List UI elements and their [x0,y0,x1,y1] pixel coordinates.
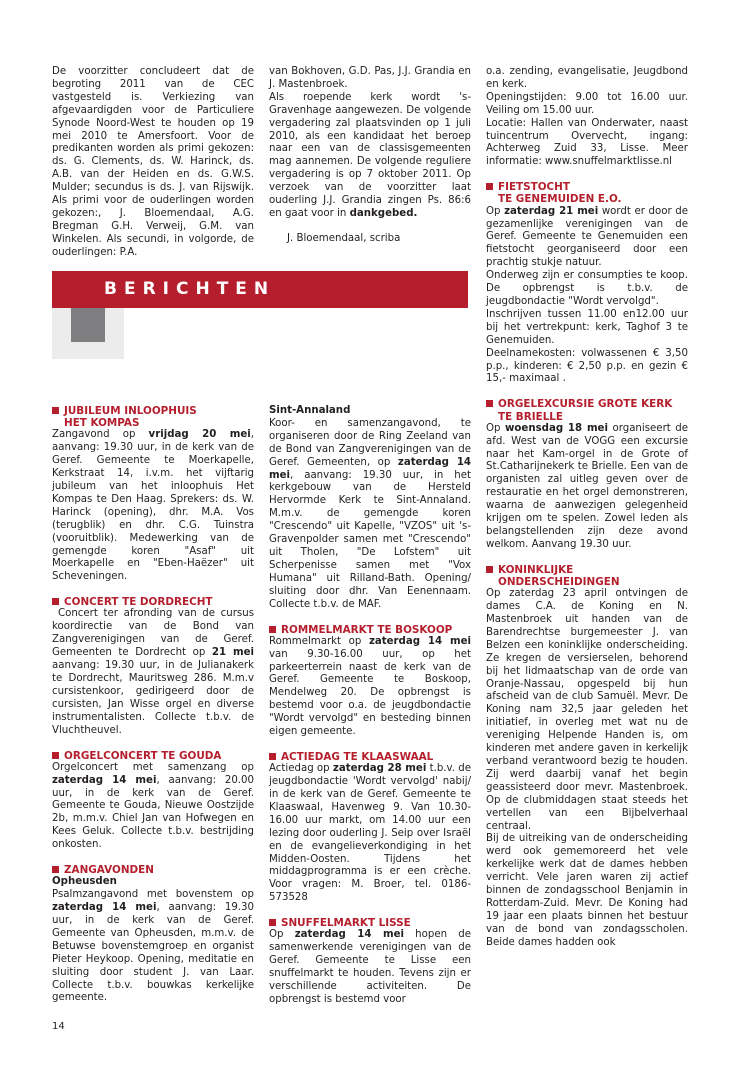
snuffelmarkt-text: Op zaterdag 14 mei hopen de samenwerkende verenigingen van de Geref. Gemeente te Lisse een snuffelmarkt te houden. Tevens zijn er verschillende activiteiten. De opbrengst is bestemd voor [269,929,471,1005]
bullet-square-icon [52,752,59,759]
heading-snuffelmarkt: SNUFFELMARKT LISSE [269,917,471,929]
koninklijke-text-2: Bij de uitreiking van de onderscheiding werd ook gememoreerd het vele kerkelijke werk dat de dames hebben verricht. Vele jaren waren zij actief binnen de zondagsschool Benjamin in Rotterdam-Zuid. Mevr. De Koning had 19 jaar een plaats binnen het bestuur van de bond van zondagsscholen. Beide dames hadden ook [486,833,688,948]
bullet-square-icon [269,626,276,633]
fietstocht-text: Op zaterdag 21 mei wordt er door de gezamenlijke verenigingen van de Geref. Gemeente te Genemuiden een fietstocht georganiseerd door een prachtig stukje natuur. [486,205,689,269]
jubileum-text: Zangavond op vrijdag 20 mei, aanvang: 19.30 uur, in de kerk van de Geref. Gemeente te Moerkapelle, Kerkstraat 14, i.v.m. het vijftarig jubileum van het inloophuis Het Kompas te Den Haag. Sprekers: ds. W. Harinck (opening), dhr. M.A. Vos (terugblik) en dhr. C.G. Tuinstra (vooruitblik). Medewerking van de gemengde koren "Asaf" uit Moerkapelle en "Eben-Haëzer" uit Scheveningen. [52,429,254,583]
heading-orgelconcert: ORGELCONCERT TE GOUDA [52,750,254,762]
heading-concert: CONCERT TE DORDRECHT [52,596,254,608]
actiedag-text: Actiedag op zaterdag 28 mei t.b.v. de jeugdbondactie 'Wordt vervolgd' nabij/ in de kerk van de Geref. Gemeente te Klaaswaal, Havenweg 9. Van 10.30-16.00 uur markt, om 14.00 uur een lezing door ouderling J. Seip over Israël en de evangelieverkondiging in het Midden-Oosten. Tijdens het middagprogramma is er een crèche. Voor vragen: M. Broer, tel. 0186-573528 [269,763,472,904]
bullet-square-icon [52,598,59,605]
fietstocht-text-4: Deelnamekosten: volwassenen € 3,50 p.p., kinderen: € 2,50 p.p. en gezin € 15,- maximaal . [486,347,688,385]
snuffelmarkt-continued-2: Openingstijden: 9.00 tot 16.00 uur. Veiling om 15.00 uur. [486,91,688,116]
bullet-square-icon [52,407,59,414]
heading-zangavonden: ZANGAVONDEN [52,864,254,876]
minutes-continued: van Bokhoven, G.D. Pas, J.J. Grandia en J. Mastenbroek. [269,66,471,90]
signature: J. Bloemendaal, scriba [287,232,401,244]
heading-rommelmarkt: ROMMELMARKT TE BOSKOOP [269,624,471,636]
orgelexcursie-text: Op woensdag 18 mei organiseert de afd. West van de VOGG een excursie naar het Kam-orgel in de Grote of St.Catharijnekerk te Brielle. Een van de organisten zal uitleg geven over de restauratie en het orgel demonstreren, waarna de aanwezigen gelegenheid krijgen om te spelen. Zowel leden als belangstellenden zijn deze avond welkom. Aanvang 19.30 uur. [486,422,689,550]
heading-orgelexcursie: ORGELEXCURSIE GROTE KERK TE BRIELLE [486,398,688,422]
snuffelmarkt-continued-3: Locatie: Hallen van Onderwater, naast tuincentrum Overvecht, ingang: Achterweg Zuid 33, Lisse. Meer informatie: www.snuffelmarktlisse.nl [486,117,688,168]
zangavonden-subtitle: Opheusden [52,876,117,888]
page-number: 14 [52,1021,65,1032]
bullet-square-icon [269,919,276,926]
column-2 [269,405,471,1007]
bullet-square-icon [486,566,493,573]
bullet-square-icon [52,866,59,873]
zangavonden-text: Psalmzangavond met bovenstem op zaterdag 14 mei, aanvang: 19.30 uur, in de kerk van de Geref. Gemeente van Opheusden, m.m.v. de Betuwse bovenstemgroep en organist Pieter Heykoop. Opening, meditatie en sluiting door student J. van Laar. Collecte t.b.v. bouwkas kerkelijke gemeente. [52,889,254,1004]
minutes-text: De voorzitter concludeert dat de begroting 2011 van de CEC vastgesteld is. Verkiezing van afgevaardigden voor de Particuliere Synode Noord-West te houden op 19 mei 2010 te Amersfoort. Voor de predikanten worden als primi gekozen: ds. G. Clements, ds. W. Harinck, ds. A.B. van der Heiden en ds. G.W.S. Mulder; secundus is ds. J. van Rijswijk. Als primi voor de ouderlingen worden gekozen:, J. Bloemendaal, A.G. Bregman G.H. Verweij, G.M. van Winkelen. Als secundi, in volgorde, de ouderlingen: P.A. [52,66,254,258]
heading-jubileum: JUBILEUM INLOOPHUIS HET KOMPAS [52,405,254,429]
heading-actiedag: ACTIEDAG TE KLAASWAAL [269,751,471,763]
concert-text: Concert ter afronding van de cursus koordirectie van de Bond van Zangverenigingen van de Geref. Gemeenten te Dordrecht op 21 mei aanvang: 19.30 uur, in de Julianakerk te Dordrecht, Mauritsweg 286. M.m.v cursistenkoor, gedirigeerd door de cursisten, Jan Wisse orgel en diverse instrumentalisten. Collecte t.b.v. de Vluchtheuvel. [52,608,254,736]
top-column-1 [52,66,254,260]
section-title: BERICHTEN [104,279,276,299]
top-column-2 [269,66,471,246]
orgelconcert-text: Orgelconcert met samenzang op zaterdag 14 mei, aanvang: 20.00 uur, in de kerk van de Geref. Gemeente te Gouda, Nieuwe Oostzijde 2b, m.m.v. Chiel Jan van Hofwegen en Kees Geluk. Collecte t.b.v. bestrijding onkosten. [52,761,254,851]
column-1 [52,405,254,1005]
sintannaland-text: Koor- en samenzangavond, te organiseren door de Ring Zeeland van de Bond van Zangverenigingen van de Geref. Gemeenten, op zaterdag 14 mei, aanvang: 19.30 uur, in het kerkgebouw van de Hersteld Hervormde Kerk te Sint-Annaland. M.m.v. de gemengde koren "Crescendo" uit Kapelle, "VZOS" uit 's-Gravenpolder samen met "Crescendo" uit Tholen, "De Lofstem" uit Scherpenisse samen met "Vox Humana" uit Rilland-Bath. Opening/ sluiting door dhr. Van Eenennaam. Collecte t.b.v. de MAF. [269,417,471,610]
koninklijke-text-1: Op zaterdag 23 april ontvingen de dames C.A. de Koning en N. Mastenbroek uit handen van de Barendrechtse burgemeester J. van Belzen een koninklijke onderscheiding. Ze kregen de versierselen, behorend bij het lidmaatschap van de orde van Oranje-Nassau, opgespeld bij hun afscheid van de club Samuël. Mevr. De Koning nam 32,5 jaar geleden het initiatief, in overleg met wat nu de vereniging Helpende Handen is, om kinderen met andere gaven in kerkelijk verband verantwoord bezig te houden. Zij werd daarbij vanaf het begin geassisteerd door mevr. Mastenbroek. Op de clubmiddagen staat steeds het vertellen van een Bijbelverhaal centraal. [486,588,688,832]
column-3 [486,66,688,950]
rommelmarkt-text: Rommelmarkt op zaterdag 14 mei van 9.30-16.00 uur, op het parkeerterrein naast de kerk van de Geref. Gemeente te Boskoop, Mendelweg 20. De opbrengst is bestemd voor o.a. de jeugdbondactie "Wordt vervolgd" en besteding binnen eigen gemeente. [269,635,471,738]
minutes-closing: Als roepende kerk wordt 's-Gravenhage aangewezen. De volgende vergadering zal plaatsvinden op 1 juli 2010, als een kandidaat het beroep naar een van de classisgemeenten mag aannemen. De volgende reguliere vergadering is op 7 oktober 2011. Op verzoek van de voorzitter laat ouderling J.J. Grandia zingen Ps. 86:6 en gaat voor in dankgebed. [269,91,471,219]
fietstocht-text-2: Onderweg zijn er consumpties te koop. De opbrengst is t.b.v. de jeugdbondactie "Wordt vervolgd". [486,270,688,307]
heading-koninklijke: KONINKLIJKE ONDERSCHEIDINGEN [486,564,688,588]
heading-fietstocht: FIETSTOCHT TE GENEMUIDEN E.O. [486,181,688,205]
bullet-square-icon [486,183,493,190]
snuffelmarkt-continued-1: o.a. zending, evangelisatie, Jeugdbond en kerk. [486,66,688,90]
bullet-square-icon [269,753,276,760]
bullet-square-icon [486,400,493,407]
sintannaland-subtitle: Sint-Annaland [269,405,351,416]
fietstocht-text-3: Inschrijven tussen 11.00 en12.00 uur bij het vertrekpunt: kerk, Taghof 3 te Genemuiden. [486,308,688,346]
decorative-square-grey [71,308,105,342]
